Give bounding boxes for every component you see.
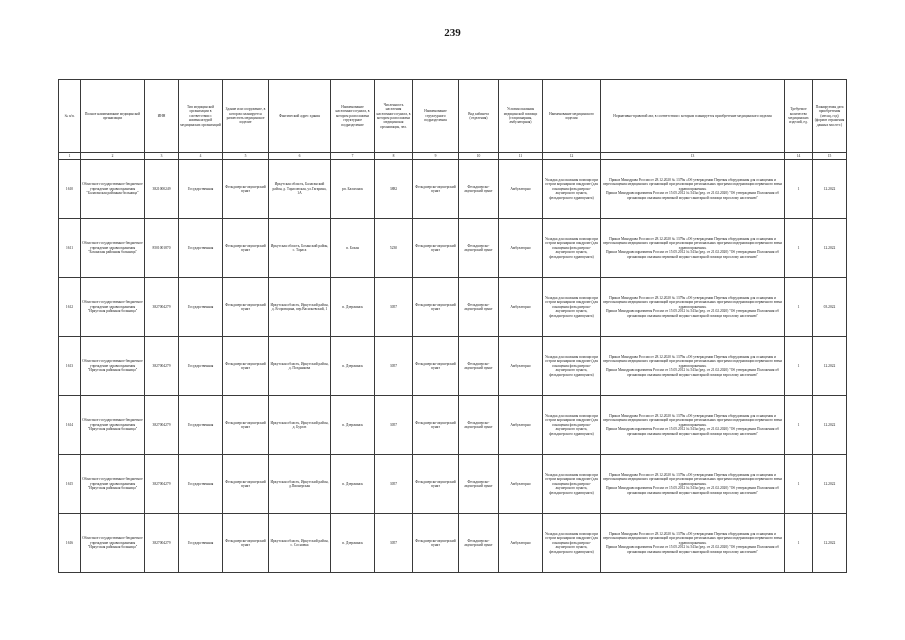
legal-act-text: Приказ Минздрава России от 28.12.2020 № 1379н «Об утверждении Перечня оборудования для оснащения и переоснащения медицинских организаций при реализации региональных программ модернизации первичного звена здравоохранения»: [602, 413, 783, 427]
building-cell: Фельдшерско-акушерский пункт: [223, 337, 269, 396]
legal-act-text: Приказ Минздрава России от 28.12.2020 № 1379н «Об утверждении Перечня оборудования для оснащения и переоснащения медицинских организаций при реализации региональных программ модернизации первичного звена здравоохранения»: [602, 295, 783, 309]
header-address: Фактический адрес здания: [269, 80, 331, 153]
legal-act-text: Приказ Минздравсоцразвития России от 15.05.2012 № 543н (ред. от 21.02.2020) "Об утверждении Положения об организации оказания первичной медико-санитарной помощи взрослому населению": [606, 545, 779, 554]
purchase-date-cell: 12.2022: [813, 337, 847, 396]
address-cell: Иркутская область, Иркутский район, д.Пионерская: [269, 455, 331, 514]
legal-act-cell: [601, 455, 785, 514]
column-number-row: [59, 153, 847, 160]
building-cell: Фельдшерско-акушерский пункт: [223, 278, 269, 337]
population-cell: 3057: [375, 396, 413, 455]
inn-cell: 3827004279: [145, 455, 179, 514]
org-type-cell: Государственная: [179, 160, 223, 219]
address-cell: Иркутская область, Иркутский район, д. Бургаз: [269, 396, 331, 455]
conditions-cell: Амбулаторно: [499, 396, 543, 455]
locality-cell: п. Дзержинск: [331, 337, 375, 396]
building-cell: Фельдшерско-акушерский пункт: [223, 455, 269, 514]
room-cell: Фельдшерско-акушерский пункт: [459, 160, 499, 219]
column-number: 15: [813, 153, 847, 160]
org-name-cell: Областное государственное бюджетное учреждение здравоохранения "Балаганская районная больница": [81, 160, 145, 219]
room-cell: Фельдшерско-акушерский пункт: [459, 219, 499, 278]
page-number: 239: [444, 27, 461, 39]
row-number-cell: 1611: [59, 219, 81, 278]
inn-cell: 3821000249: [145, 160, 179, 219]
header-row-number: № п/п.: [59, 80, 81, 153]
org-type-cell: Государственная: [179, 396, 223, 455]
table-row: [59, 396, 847, 455]
column-number: 4: [179, 153, 223, 160]
legal-act-text: Приказ Минздрава России от 28.12.2020 № 1379н «Об утверждении Перечня оборудования для оснащения и переоснащения медицинских организаций при реализации региональных программ модернизации первичного звена здравоохранения»: [602, 236, 783, 250]
row-number-cell: 1615: [59, 455, 81, 514]
quantity-cell: 1: [785, 514, 813, 573]
quantity-cell: 1: [785, 455, 813, 514]
header-locality: Наименование населенного пункта, в котором расположена структурное подразделение: [331, 80, 375, 153]
purchase-date-cell: 12.2022: [813, 396, 847, 455]
unit-cell: Фельдшерско-акушерский пункт: [413, 514, 459, 573]
header-legal-act: Нормативно-правовой акт, в соответствии с которым планируется приобретение медицинского изделия: [601, 80, 785, 153]
device-cell: Укладка для оказания помощи при остром коронарном синдроме (для оснащения фельдшерско-акушерского пункта, фельдшерского здравпункта): [543, 219, 601, 278]
locality-cell: п. Дзержинск: [331, 278, 375, 337]
inn-cell: 3827004279: [145, 278, 179, 337]
quantity-cell: 1: [785, 396, 813, 455]
legal-act-cell: [601, 278, 785, 337]
quantity-cell: 1: [785, 278, 813, 337]
unit-cell: Фельдшерско-акушерский пункт: [413, 396, 459, 455]
org-name-cell: Областное государственное бюджетное учреждение здравоохранения "Иркутская районная больница": [81, 337, 145, 396]
legal-act-text: Приказ Минздравсоцразвития России от 15.05.2012 № 543н (ред. от 21.02.2020) "Об утверждении Положения об организации оказания первичной медико-санитарной помощи взрослому населению": [606, 368, 779, 377]
org-name-cell: Областное государственное бюджетное учреждение здравоохранения "Иркутская районная больница": [81, 396, 145, 455]
unit-cell: Фельдшерско-акушерский пункт: [413, 337, 459, 396]
building-cell: Фельдшерско-акушерский пункт: [223, 160, 269, 219]
locality-cell: п. Дзержинск: [331, 514, 375, 573]
building-cell: Фельдшерско-акушерский пункт: [223, 396, 269, 455]
legal-act-text: Приказ Минздравсоцразвития России от 15.05.2012 № 543н (ред. от 21.02.2020) "Об утверждении Положения об организации оказания первичной медико-санитарной помощи взрослому населению": [606, 250, 779, 259]
quantity-cell: 1: [785, 337, 813, 396]
column-number: 5: [223, 153, 269, 160]
purchase-date-cell: 12.2022: [813, 160, 847, 219]
legal-act-cell: [601, 160, 785, 219]
legal-act-cell: [601, 396, 785, 455]
address-cell: Иркутская область, Балаганский район, д. Тарасовская, ул.Гагарина, 1А: [269, 160, 331, 219]
org-name-cell: Областное государственное бюджетное учреждение здравоохранения "Иркутская районная больница": [81, 278, 145, 337]
legal-act-text: Приказ Минздравсоцразвития России от 15.05.2012 № 543н (ред. от 21.02.2020) "Об утверждении Положения об организации оказания первичной медико-санитарной помощи взрослому населению": [606, 427, 779, 436]
purchase-date-cell: 12.2022: [813, 455, 847, 514]
row-number-cell: 1614: [59, 396, 81, 455]
header-building: Здание или сооружение, в котором планируется разместить медицинское изделие: [223, 80, 269, 153]
row-number-cell: 1612: [59, 278, 81, 337]
building-cell: Фельдшерско-акушерский пункт: [223, 514, 269, 573]
locality-cell: п. Бохан: [331, 219, 375, 278]
legal-act-cell: [601, 514, 785, 573]
room-cell: Фельдшерско-акушерский пункт: [459, 396, 499, 455]
column-number: 9: [413, 153, 459, 160]
header-row: [59, 80, 847, 153]
population-cell: 3057: [375, 514, 413, 573]
legal-act-text: Приказ Минздравсоцразвития России от 15.05.2012 № 543н (ред. от 21.02.2020) "Об утверждении Положения об организации оказания первичной медико-санитарной помощи взрослому населению": [606, 309, 779, 318]
equipment-registry-table: [58, 79, 847, 573]
column-number: 2: [81, 153, 145, 160]
legal-act-text: Приказ Минздрава России от 28.12.2020 № 1379н «Об утверждении Перечня оборудования для оснащения и переоснащения медицинских организаций при реализации региональных программ модернизации первичного звена здравоохранения»: [602, 177, 783, 191]
inn-cell: 3827004279: [145, 396, 179, 455]
table-row: [59, 219, 847, 278]
purchase-date-cell: 12.2022: [813, 514, 847, 573]
legal-act-text: Приказ Минздравсоцразвития России от 15.05.2012 № 543н (ред. от 21.02.2020) "Об утверждении Положения об организации оказания первичной медико-санитарной помощи взрослому населению": [606, 486, 779, 495]
locality-cell: п. Дзержинск: [331, 396, 375, 455]
header-room: Вид кабинета (отделения): [459, 80, 499, 153]
org-type-cell: Государственная: [179, 219, 223, 278]
room-cell: Фельдшерско-акушерский пункт: [459, 455, 499, 514]
conditions-cell: Амбулаторно: [499, 278, 543, 337]
header-device: Наименование медицинского изделия: [543, 80, 601, 153]
column-number: 14: [785, 153, 813, 160]
table-row: [59, 337, 847, 396]
inn-cell: 3827004279: [145, 514, 179, 573]
device-cell: Укладка для оказания помощи при остром коронарном синдроме (для оснащения фельдшерско-акушерского пункта, фельдшерского здравпункта): [543, 337, 601, 396]
address-cell: Иркутская область, Иркутский район, с. Сосновка: [269, 514, 331, 573]
locality-cell: п. Дзержинск: [331, 455, 375, 514]
purchase-date-cell: 12.2022: [813, 219, 847, 278]
legal-act-text: Приказ Минздрава России от 28.12.2020 № 1379н «Об утверждении Перечня оборудования для оснащения и переоснащения медицинских организаций при реализации региональных программ модернизации первичного звена здравоохранения»: [602, 354, 783, 368]
conditions-cell: Амбулаторно: [499, 337, 543, 396]
column-number: 1: [59, 153, 81, 160]
conditions-cell: Амбулаторно: [499, 160, 543, 219]
header-inn: ИНН: [145, 80, 179, 153]
table-header: [59, 80, 847, 160]
column-number: 12: [543, 153, 601, 160]
room-cell: Фельдшерско-акушерский пункт: [459, 514, 499, 573]
population-cell: 5230: [375, 219, 413, 278]
address-cell: Иркутская область, Иркутский район, д. Егоровщина, пер.Васильевский, 1: [269, 278, 331, 337]
conditions-cell: Амбулаторно: [499, 455, 543, 514]
unit-cell: Фельдшерско-акушерский пункт: [413, 160, 459, 219]
legal-act-text: Приказ Минздравсоцразвития России от 15.05.2012 № 543н (ред. от 21.02.2020) "Об утверждении Положения об организации оказания первичной медико-санитарной помощи взрослому населению": [606, 191, 779, 200]
building-cell: Фельдшерско-акушерский пункт: [223, 219, 269, 278]
unit-cell: Фельдшерско-акушерский пункт: [413, 219, 459, 278]
device-cell: Укладка для оказания помощи при остром коронарном синдроме (для оснащения фельдшерско-акушерского пункта, фельдшерского здравпункта): [543, 396, 601, 455]
org-type-cell: Государственная: [179, 514, 223, 573]
population-cell: 3057: [375, 337, 413, 396]
conditions-cell: Амбулаторно: [499, 219, 543, 278]
device-cell: Укладка для оказания помощи при остром коронарном синдроме (для оснащения фельдшерско-акушерского пункта, фельдшерского здравпункта): [543, 278, 601, 337]
row-number-cell: 1610: [59, 160, 81, 219]
table-body: [59, 160, 847, 573]
device-cell: Укладка для оказания помощи при остром коронарном синдроме (для оснащения фельдшерско-акушерского пункта, фельдшерского здравпункта): [543, 160, 601, 219]
unit-cell: Фельдшерско-акушерский пункт: [413, 278, 459, 337]
room-cell: Фельдшерско-акушерский пункт: [459, 278, 499, 337]
header-population: Численность населения населенного пункта, в котором расположена медицинская организация, чел.: [375, 80, 413, 153]
device-cell: Укладка для оказания помощи при остром коронарном синдроме (для оснащения фельдшерско-акушерского пункта, фельдшерского здравпункта): [543, 455, 601, 514]
header-org-type: Тип медицинской организации в соответствии с номенклатурой медицинских организаций: [179, 80, 223, 153]
org-type-cell: Государственная: [179, 337, 223, 396]
inn-cell: 3827004279: [145, 337, 179, 396]
row-number-cell: 1613: [59, 337, 81, 396]
org-type-cell: Государственная: [179, 278, 223, 337]
address-cell: Иркутская область, Иркутский район, д. Позднякова: [269, 337, 331, 396]
row-number-cell: 1616: [59, 514, 81, 573]
room-cell: Фельдшерско-акушерский пункт: [459, 337, 499, 396]
legal-act-text: Приказ Минздрава России от 28.12.2020 № 1379н «Об утверждении Перечня оборудования для оснащения и переоснащения медицинских организаций при реализации региональных программ модернизации первичного звена здравоохранения»: [602, 472, 783, 486]
column-number: 10: [459, 153, 499, 160]
table-row: [59, 455, 847, 514]
org-type-cell: Государственная: [179, 455, 223, 514]
inn-cell: 8501001870: [145, 219, 179, 278]
address-cell: Иркутская область, Боханский район, с. Тараса: [269, 219, 331, 278]
header-unit: Наименование структурного подразделения: [413, 80, 459, 153]
column-number: 11: [499, 153, 543, 160]
quantity-cell: 1: [785, 160, 813, 219]
column-number: 7: [331, 153, 375, 160]
org-name-cell: Областное государственное бюджетное учреждение здравоохранения "Иркутская районная больница": [81, 455, 145, 514]
unit-cell: Фельдшерско-акушерский пункт: [413, 455, 459, 514]
population-cell: 3882: [375, 160, 413, 219]
org-name-cell: Областное государственное бюджетное учреждение здравоохранения "Иркутская районная больница": [81, 514, 145, 573]
table-row: [59, 278, 847, 337]
header-purchase-date: Планируемая дата приобретения (месяц, год) (формат отражения данных мм.гггг.): [813, 80, 847, 153]
legal-act-cell: [601, 219, 785, 278]
header-org-name: Полное наименование медицинской организации: [81, 80, 145, 153]
column-number: 3: [145, 153, 179, 160]
column-number: 8: [375, 153, 413, 160]
column-number: 6: [269, 153, 331, 160]
locality-cell: рп. Балаганск: [331, 160, 375, 219]
population-cell: 3057: [375, 455, 413, 514]
legal-act-text: Приказ Минздрава России от 28.12.2020 № 1379н «Об утверждении Перечня оборудования для оснащения и переоснащения медицинских организаций при реализации региональных программ модернизации первичного звена здравоохранения»: [602, 531, 783, 545]
quantity-cell: 1: [785, 219, 813, 278]
org-name-cell: Областное государственное бюджетное учреждение здравоохранения "Боханская районная больница": [81, 219, 145, 278]
header-quantity: Требуемое количество медицинских изделий, ед.: [785, 80, 813, 153]
table-row: [59, 160, 847, 219]
population-cell: 3057: [375, 278, 413, 337]
legal-act-cell: [601, 337, 785, 396]
conditions-cell: Амбулаторно: [499, 514, 543, 573]
table-row: [59, 514, 847, 573]
header-conditions: Условия оказания медицинской помощи (стационарная, амбулаторная): [499, 80, 543, 153]
purchase-date-cell: 03.2022: [813, 278, 847, 337]
column-number: 13: [601, 153, 785, 160]
device-cell: Укладка для оказания помощи при остром коронарном синдроме (для оснащения фельдшерско-акушерского пункта, фельдшерского здравпункта): [543, 514, 601, 573]
